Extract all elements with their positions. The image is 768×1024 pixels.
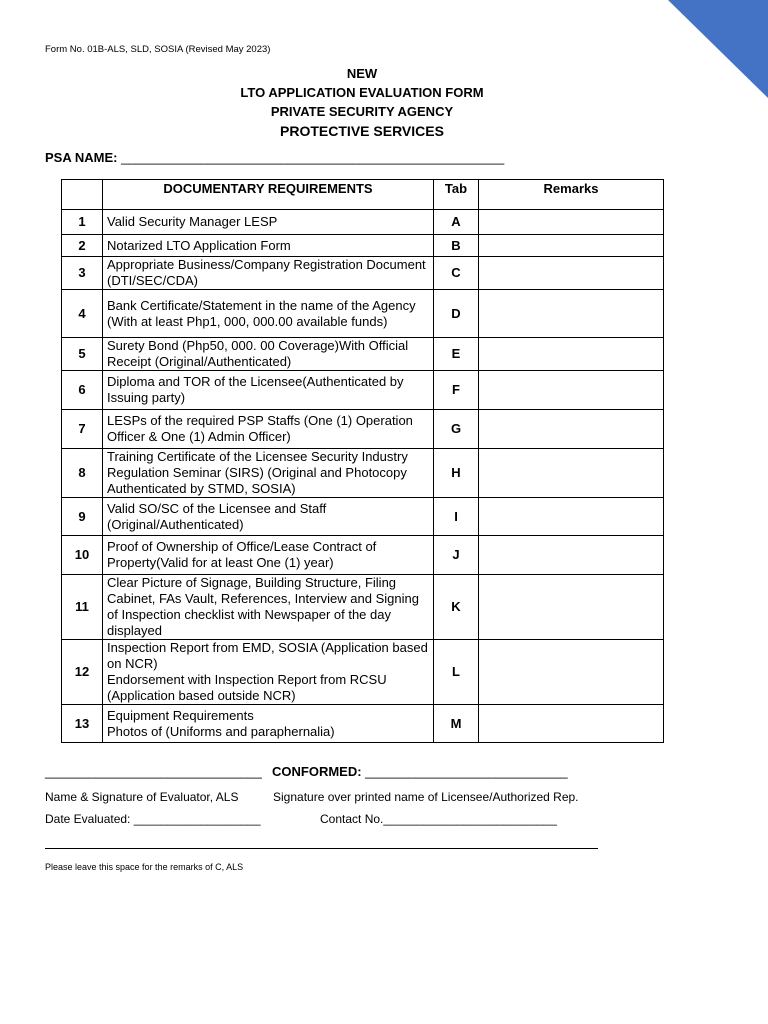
- requirement-cell: [103, 290, 434, 338]
- row-number: 3: [62, 257, 103, 290]
- title-new: NEW: [346, 66, 378, 81]
- title-agency: PRIVATE SECURITY AGENCY: [270, 104, 454, 119]
- requirement-text: Diploma and TOR of the Licensee(Authenticated by Issuing party): [107, 374, 404, 405]
- requirement-cell: [103, 210, 434, 235]
- evaluator-caption: Name & Signature of Evaluator, ALS: [45, 790, 239, 804]
- requirements-table: [61, 179, 664, 743]
- row-number: 12: [62, 640, 103, 705]
- row-number: 11: [62, 575, 103, 640]
- tab-letter: F: [434, 371, 479, 410]
- tab-letter: L: [434, 640, 479, 705]
- table-row: [62, 536, 664, 575]
- psa-name-field[interactable]: [45, 150, 504, 165]
- remarks-cell[interactable]: [479, 410, 664, 449]
- date-evaluated-field[interactable]: Date Evaluated: ___________________: [45, 812, 261, 826]
- requirement-text: Surety Bond (Php50, 000. 00 Coverage)With Official Receipt (Original/Authenticated): [107, 338, 409, 369]
- requirement-cell: [103, 705, 434, 743]
- requirement-cell: [103, 536, 434, 575]
- row-number: 2: [62, 235, 103, 257]
- remarks-line[interactable]: [45, 848, 598, 849]
- row-number: 8: [62, 449, 103, 498]
- tab-letter: G: [434, 410, 479, 449]
- remarks-cell[interactable]: [479, 235, 664, 257]
- requirement-text: Appropriate Business/Company Registration Document (DTI/SEC/CDA): [107, 257, 426, 288]
- table-row: [62, 290, 664, 338]
- remarks-cell[interactable]: [479, 705, 664, 743]
- requirement-text: Training Certificate of the Licensee Security Industry Regulation Seminar (SIRS) (Original and Photocopy Authenticated by STMD, SOSIA): [107, 449, 408, 496]
- tab-letter: C: [434, 257, 479, 290]
- requirement-cell: [103, 257, 434, 290]
- contact-number-field[interactable]: Contact No.__________________________: [320, 812, 557, 826]
- conformed-line[interactable]: ____________________________: [365, 764, 568, 779]
- requirement-text-2: Endorsement with Inspection Report from RCSU (Application based outside NCR): [107, 672, 387, 703]
- remarks-note: Please leave this space for the remarks of C, ALS: [45, 862, 244, 872]
- tab-letter: K: [434, 575, 479, 640]
- table-row: [62, 640, 664, 705]
- tab-letter: I: [434, 498, 479, 536]
- row-number: 13: [62, 705, 103, 743]
- requirement-text: Valid Security Manager LESP: [107, 214, 278, 229]
- tab-letter: H: [434, 449, 479, 498]
- requirement-text: Bank Certificate/Statement in the name of the Agency (With at least Php1, 000, 000.00 available funds): [107, 297, 416, 329]
- table-row: [62, 257, 664, 290]
- requirement-text: LESPs of the required PSP Staffs (One (1) Operation Officer & One (1) Admin Officer): [107, 413, 413, 444]
- remarks-cell[interactable]: [479, 536, 664, 575]
- requirement-cell: [103, 371, 434, 410]
- remarks-cell[interactable]: [479, 498, 664, 536]
- remarks-cell[interactable]: [479, 640, 664, 705]
- table-row: [62, 575, 664, 640]
- table-row: [62, 235, 664, 257]
- row-number: 4: [62, 290, 103, 338]
- remarks-cell[interactable]: [479, 338, 664, 371]
- requirement-text: Inspection Report from EMD, SOSIA (Application based on NCR): [107, 640, 428, 671]
- tab-letter: M: [434, 705, 479, 743]
- requirement-cell: [103, 338, 434, 371]
- table-row: [62, 449, 664, 498]
- psa-name-label: PSA NAME:: [45, 150, 118, 165]
- row-number: 10: [62, 536, 103, 575]
- requirement-cell: [103, 575, 434, 640]
- row-number: 1: [62, 210, 103, 235]
- requirement-cell: [103, 498, 434, 536]
- requirement-text-2: Photos of (Uniforms and paraphernalia): [107, 723, 335, 739]
- title-services: PROTECTIVE SERVICES: [280, 123, 444, 139]
- row-number: 7: [62, 410, 103, 449]
- remarks-cell[interactable]: [479, 449, 664, 498]
- requirement-cell: [103, 640, 434, 705]
- requirement-cell: [103, 235, 434, 257]
- requirement-cell: [103, 410, 434, 449]
- tab-letter: J: [434, 536, 479, 575]
- row-number: 9: [62, 498, 103, 536]
- form-title-block: [0, 64, 724, 141]
- header-tab: Tab: [434, 180, 479, 210]
- tab-letter: B: [434, 235, 479, 257]
- remarks-cell[interactable]: [479, 290, 664, 338]
- requirement-text: Notarized LTO Application Form: [107, 237, 291, 253]
- conformed-label: CONFORMED:: [272, 764, 362, 779]
- requirement-text: Equipment Requirements: [107, 707, 254, 723]
- title-form: LTO APPLICATION EVALUATION FORM: [240, 85, 484, 100]
- conformed-field[interactable]: [272, 764, 568, 779]
- table-header-row: [62, 180, 664, 210]
- requirement-cell: [103, 449, 434, 498]
- form-number: Form No. 01B-ALS, SLD, SOSIA (Revised May 2023): [45, 44, 271, 55]
- table-row: [62, 210, 664, 235]
- table-row: [62, 498, 664, 536]
- row-number: 6: [62, 371, 103, 410]
- tab-letter: A: [434, 210, 479, 235]
- table-row: [62, 705, 664, 743]
- tab-letter: E: [434, 338, 479, 371]
- remarks-cell[interactable]: [479, 575, 664, 640]
- table-row: [62, 338, 664, 371]
- licensee-caption: Signature over printed name of Licensee/Authorized Rep.: [273, 790, 579, 804]
- header-number: [62, 180, 103, 210]
- table-row: [62, 410, 664, 449]
- header-requirements: DOCUMENTARY REQUIREMENTS: [103, 180, 434, 210]
- remarks-cell[interactable]: [479, 257, 664, 290]
- remarks-cell[interactable]: [479, 371, 664, 410]
- table-row: [62, 371, 664, 410]
- row-number: 5: [62, 338, 103, 371]
- psa-name-line[interactable]: _____________________________________________________: [121, 150, 505, 165]
- header-remarks: Remarks: [479, 180, 664, 210]
- remarks-cell[interactable]: [479, 210, 664, 235]
- requirement-text: Proof of Ownership of Office/Lease Contract of Property(Valid for at least One (1) year): [107, 539, 377, 570]
- evaluator-signature-line[interactable]: ______________________________: [45, 764, 262, 779]
- requirement-text: Clear Picture of Signage, Building Structure, Filing Cabinet, FAs Vault, References, Interview and Signing of Inspection checklist with Newspaper of the day displayed: [107, 575, 419, 638]
- requirement-text: Valid SO/SC of the Licensee and Staff (Original/Authenticated): [107, 500, 327, 532]
- tab-letter: D: [434, 290, 479, 338]
